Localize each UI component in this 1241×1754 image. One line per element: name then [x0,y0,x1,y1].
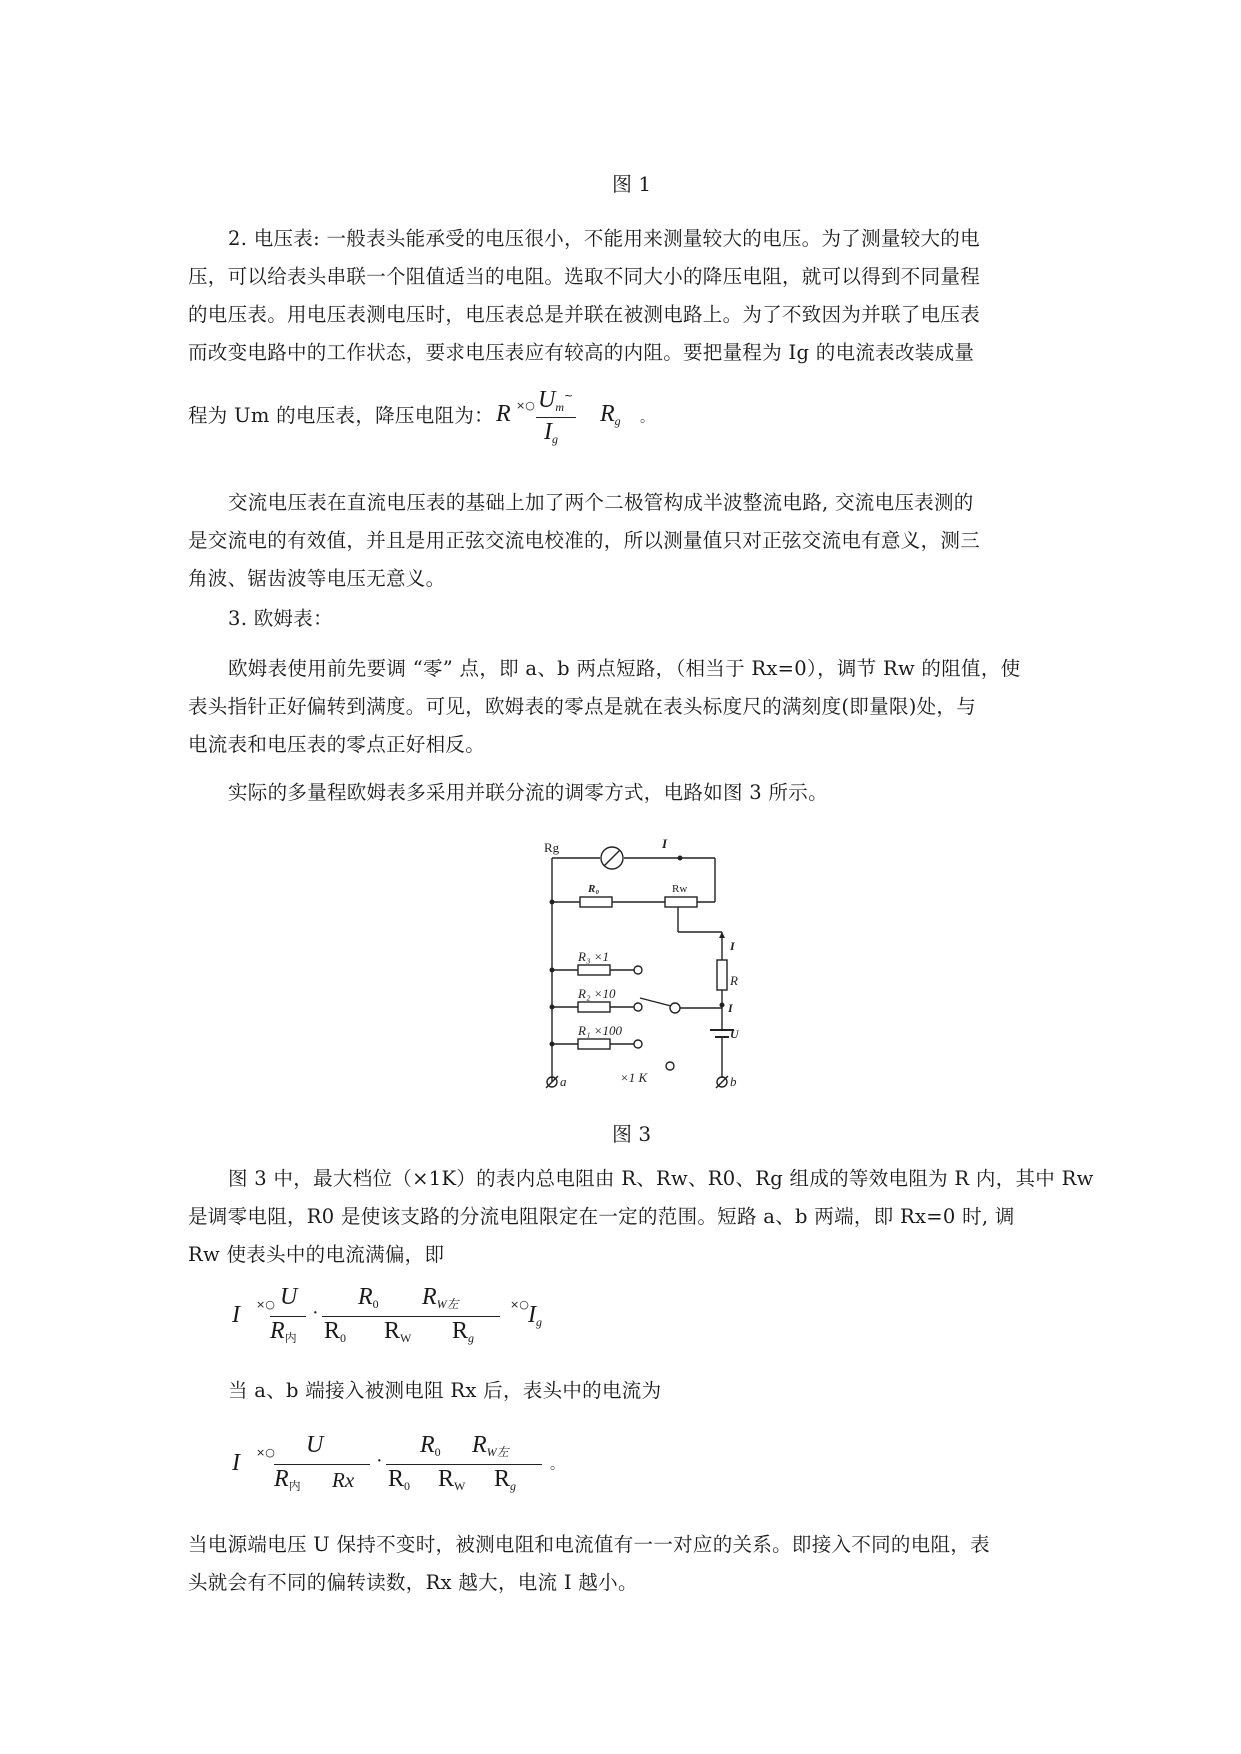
tail-sub: g [614,414,621,428]
figure-1-caption: 图 1 [612,172,652,196]
formula-rhs [528,1302,542,1330]
label-r: R [730,973,738,988]
den-r0: R [324,1318,341,1344]
fraction1-numerator: U [306,1432,324,1458]
x1k-contact [666,1062,674,1070]
den-sub: 内 [288,1479,301,1493]
num-rw: R [422,1284,437,1310]
current-arrow-dot [678,856,682,860]
full-scale-current-formula [232,1284,572,1350]
fraction2-denominator-b [438,1466,465,1494]
formula-lhs: I [232,1302,240,1328]
fraction2-numerator-b [422,1284,459,1312]
label-i-branch: I [730,939,735,953]
den-rg: R [494,1466,511,1492]
formula-end-mark: 。 [550,1457,564,1473]
range-switch-pivot [670,1003,680,1013]
r2-resistor [578,1002,610,1012]
formula-lead-text: 程为 Um 的电压表，降压电阻为： [188,404,494,427]
paragraph-line: 交流电压表在直流电压表的基础上加了两个二极管构成半波整流电路, 交流电压表测的 [228,491,974,514]
branch-arrow-icon [719,932,725,938]
fraction1-bar [274,1464,370,1465]
paragraph-line: 是交流电的有效值，并且是用正弦交流电校准的，所以测量值只对正弦交流电有意义，测三 [188,529,981,552]
rhs-sub: g [536,1315,542,1329]
formula-lhs: I [232,1450,240,1476]
formula-equals-glyph: ×○ [516,399,535,412]
num-rw-sub: W左 [436,1297,459,1311]
formula-end-mark: 。 [640,410,654,426]
formula-numerator [538,387,573,415]
formula-denominator [544,419,558,447]
den-rg-sub: g [468,1331,475,1345]
paragraph-line: 压，可以给表头串联一个阻值适当的电阻。选取不同大小的降压电阻，就可以得到不同量程 [188,265,981,288]
multiply-dot: · [312,1302,319,1324]
den-rw-sub: W [454,1479,466,1493]
den-sub: 内 [284,1331,297,1345]
num-r0-sub: 0 [372,1297,379,1311]
paragraph-line: 电流表和电压表的零点正好相反。 [188,733,486,756]
measured-current-formula [232,1432,572,1498]
multiply-dot: · [376,1450,383,1472]
num-r0: R [358,1284,373,1310]
fraction2-denominator-b [384,1318,411,1346]
rx-connected-sentence: 当 a、b 端接入被测电阻 Rx 后，表头中的电流为 [228,1379,662,1402]
fraction-bar [536,417,576,418]
den-rg-sub: g [510,1479,517,1493]
num-rw: R [472,1432,487,1458]
paragraph-line: Rw 使表头中的电流满偏，即 [188,1243,445,1266]
den-rw-sub: W [400,1331,412,1345]
label-r0: R₀ [588,883,600,895]
junction-dot [550,900,554,904]
den-r: R [270,1318,285,1344]
denominator-i: I [544,419,552,445]
r-resistor [717,960,727,990]
fraction1-denominator-rx: Rx [332,1468,355,1492]
formula-lhs: R [496,401,511,427]
label-i-top: I [662,836,668,851]
r3-resistor [578,965,610,975]
ohmmeter-circuit-diagram [530,820,740,1090]
den-rw: R [384,1318,401,1344]
paragraph-line: 表头指针正好偏转到满度。可见，欧姆表的零点是就在表头标度尺的满刻度(即量限)处，与 [188,695,977,718]
label-i-main: I [728,1001,733,1015]
paragraph-line: 2. 电压表: 一般表头能承受的电压很小，不能用来测量较大的电压。为了测量较大的电 [228,227,980,250]
paragraph-line: 实际的多量程欧姆表多采用并联分流的调零方式，电路如图 3 所示。 [228,781,828,804]
junction-dot [550,968,554,972]
paragraph-line: 当电源端电压 U 保持不变时，被测电阻和电流值有一一对应的关系。即接入不同的电阻，表 [188,1533,990,1556]
den-r0-sub: 0 [404,1479,411,1493]
numerator-tilde: ~ [564,389,574,402]
label-r2: R₂ ×10 [578,986,616,1001]
fraction2-numerator-b [472,1432,509,1460]
den-rg: R [452,1318,469,1344]
label-rg: Rg [544,840,560,855]
r2-contact [634,1003,642,1011]
r3-contact [634,966,642,974]
r1-resistor [578,1039,610,1049]
num-r0-sub: 0 [434,1445,441,1459]
paragraph-line: 的电压表。用电压表测电压时，电压表总是并联在被测电路上。为了不致因为并联了电压表 [188,303,981,326]
fraction2-bar [322,1316,500,1317]
den-r: R [274,1466,289,1492]
label-r1: R₁ ×100 [578,1023,622,1038]
junction-dot [550,1005,554,1009]
junction-dot [720,1003,724,1007]
label-x1k: ×1 K [620,1070,648,1085]
den-r0: R [388,1466,405,1492]
formula-tail [600,401,621,429]
tail-r: R [600,401,615,427]
formula-equals-glyph: ×○ [510,1298,529,1311]
num-r0: R [420,1432,435,1458]
paragraph-line: 图 3 中，最大档位（×1K）的表内总电阻由 R、Rw、R0、Rg 组成的等效电阻为 R 内，其中 Rw [228,1167,1094,1190]
paragraph-line: 而改变电路中的工作状态，要求电压表应有较高的内阻。要把量程为 Ig 的电流表改装成量 [188,341,975,364]
fraction1-denominator [270,1318,297,1346]
range-switch-arm [640,998,671,1006]
fraction2-numerator-a [420,1432,441,1460]
r0-resistor [580,897,612,907]
series-resistor-formula [496,387,696,455]
section-heading: 3. 欧姆表： [228,607,333,630]
numerator-sub: m [555,400,565,414]
paragraph-line: 欧姆表使用前先要调 “零” 点，即 a、b 两点短路，（相当于 Rx=0），调节 Rw 的阻值，使 [228,657,1021,680]
label-rw: Rw [672,883,688,895]
fraction2-denominator-a [324,1318,346,1346]
label-b: b [730,1074,737,1089]
paragraph-line: 角波、锯齿波等电压无意义。 [188,567,446,590]
rw-resistor [665,897,697,907]
galvanometer-needle [604,850,620,866]
fraction1-bar [270,1316,306,1317]
fraction2-bar [386,1464,542,1465]
label-u-source: U [730,1027,739,1041]
figure-3-caption: 图 3 [612,1122,652,1146]
numerator-u: U [538,387,556,413]
fraction2-denominator-a [388,1466,410,1494]
fraction1-numerator: U [280,1284,298,1310]
r1-contact [634,1040,642,1048]
label-r3: R₃ ×1 [578,949,609,964]
num-rw-sub: W左 [486,1445,509,1459]
paragraph-line: 是调零电阻，R0 是使该支路的分流电阻限定在一定的范围。短路 a、b 两端，即 Rx=0 时, 调 [188,1205,1015,1228]
den-r0-sub: 0 [340,1331,347,1345]
fraction2-denominator-c [452,1318,474,1346]
fraction2-numerator-a [358,1284,379,1312]
fraction2-denominator-c [494,1466,516,1494]
paragraph-line: 头就会有不同的偏转读数，Rx 越大，电流 I 越小。 [188,1571,638,1594]
junction-dot [550,1042,554,1046]
label-a: a [560,1074,567,1089]
formula-equals-glyph: ×○ [256,1298,275,1311]
rhs-i: I [528,1302,536,1328]
formula-equals-glyph: ×○ [256,1446,275,1459]
fraction1-denominator-a [274,1466,301,1494]
denominator-sub: g [552,432,558,446]
den-rw: R [438,1466,455,1492]
